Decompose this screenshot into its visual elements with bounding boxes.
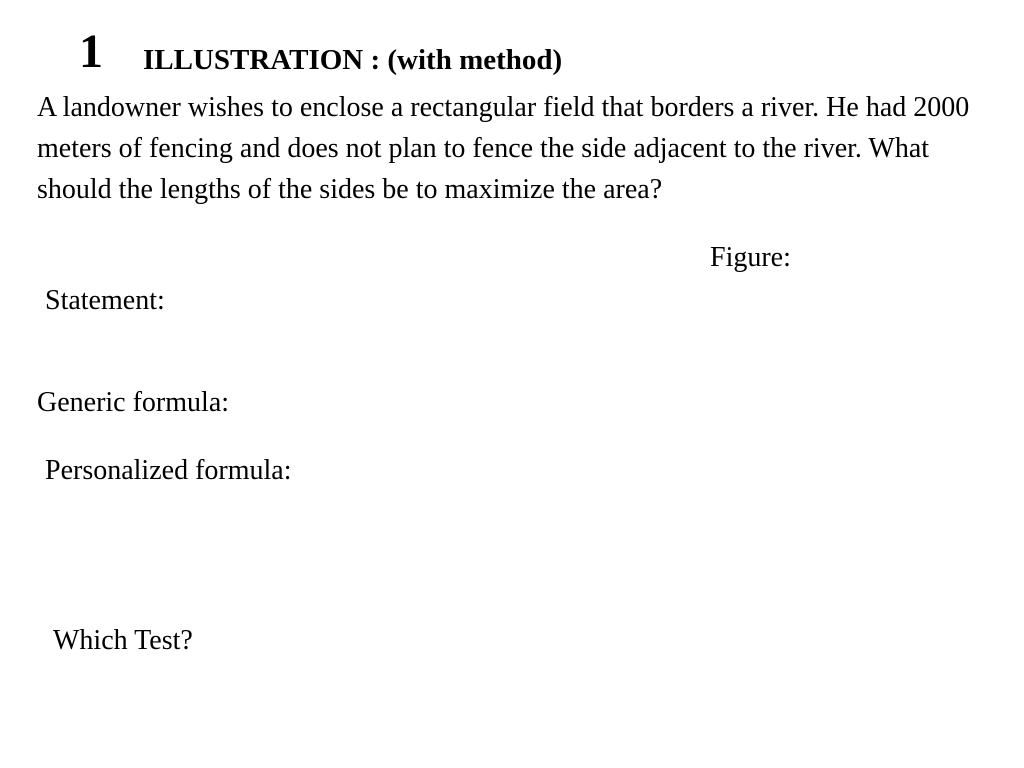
slide-number: 1 [79,25,103,78]
which-test-label: Which Test? [53,625,193,656]
generic-formula-label: Generic formula: [37,387,230,418]
figure-label: Figure: [710,242,791,273]
problem-statement: A landowner wishes to enclose a rectangular field that borders a river. He had 2000 meters of fencing and does not plan to fence the side adjacent to the river. What should the lengths of the sides be to maximize the area? [37,92,970,205]
personalized-formula-label: Personalized formula: [45,455,292,486]
statement-label: Statement: [45,285,165,316]
slide-title: ILLUSTRATION : (with method) [143,44,563,76]
